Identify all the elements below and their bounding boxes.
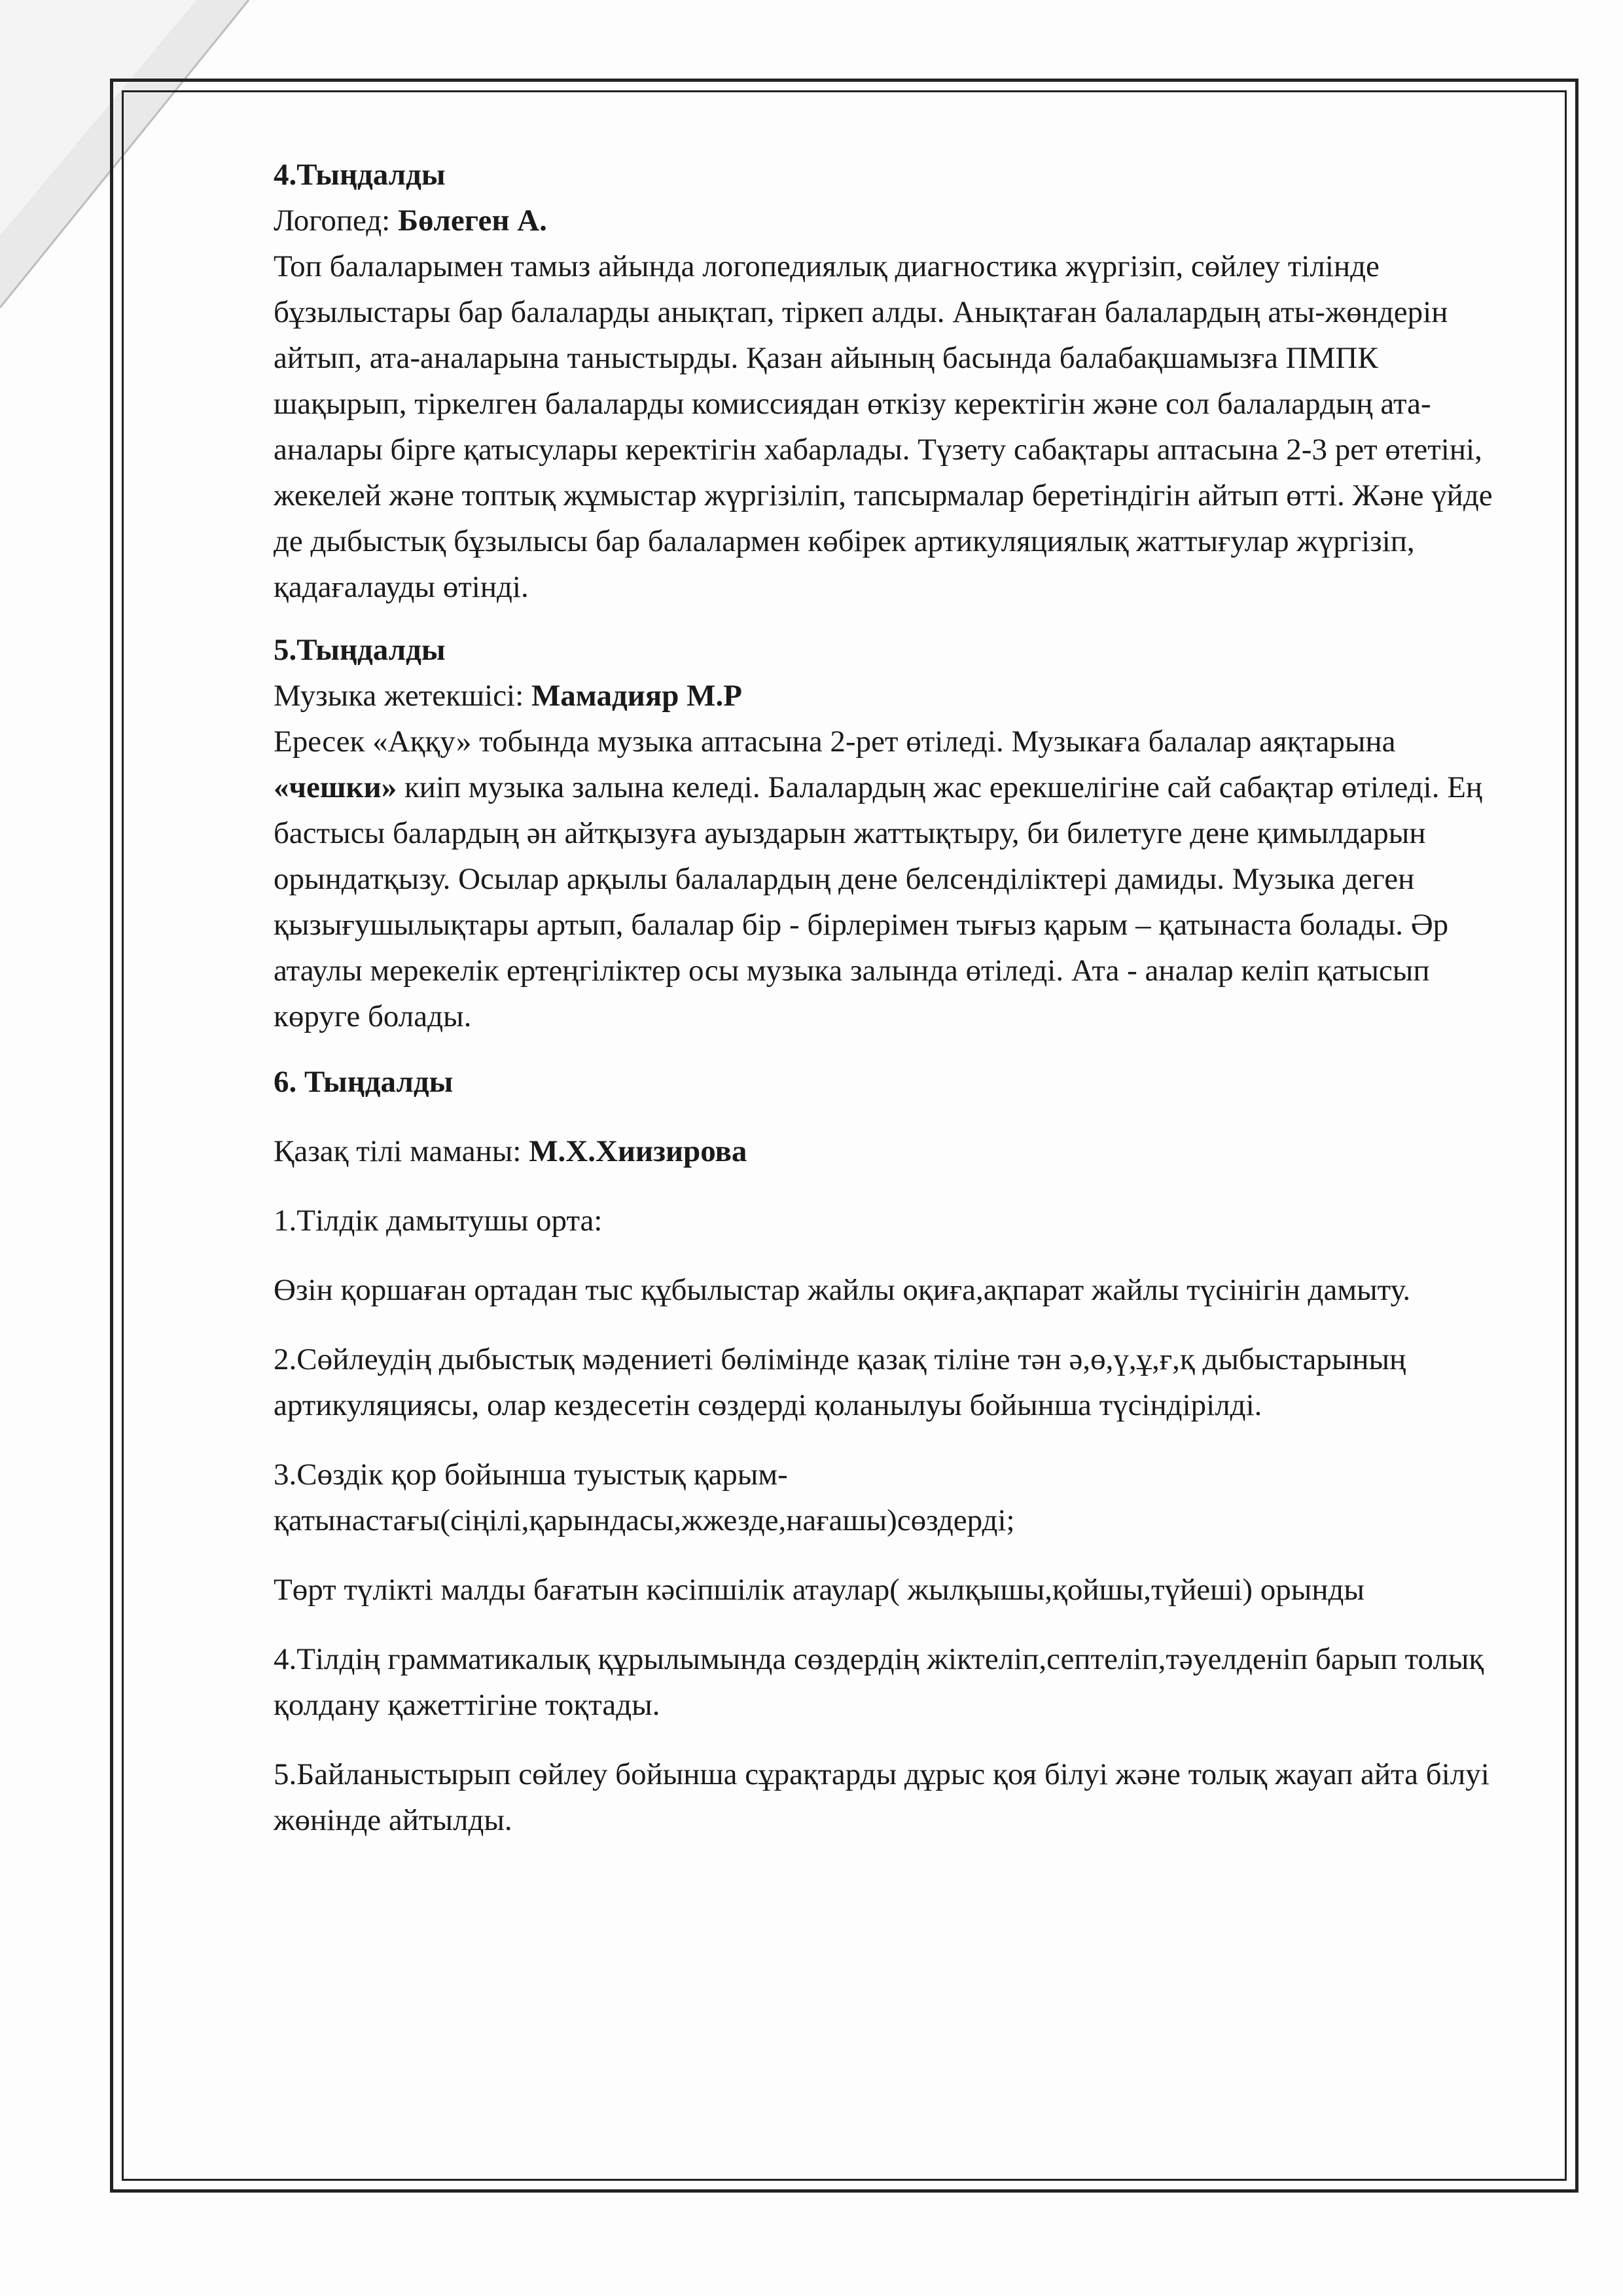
list-item: 2.Сөйлеудің дыбыстық мәдениеті бөлімінде қазақ тіліне тән ә,ө,ү,ұ,ғ,қ дыбыстарының артикуляциясы, олар кездесетін сөздерді қоланылуы бойынша түсіндірілді. [274, 1342, 1406, 1422]
list-item: Өзін қоршаған ортадан тыс құбылыстар жайлы оқиға,ақпарат жайлы түсінігін дамыту. [274, 1273, 1411, 1307]
list-item: 3.Сөздік қор бойынша туыстық қарым-қатынастағы(сіңілі,қарындасы,жжезде,нағашы)сөздерді; [274, 1458, 1015, 1537]
speaker-line [274, 673, 1517, 719]
section-heading: 5.Тыңдалды [274, 633, 446, 667]
paragraph-emphasis: «чешки» [274, 770, 397, 804]
section-4 [274, 152, 1517, 610]
list-item: Төрт түлікті малды бағатын кәсіпшілік атаулар( жылқышы,қойшы,түйеші) орынды [274, 1573, 1364, 1607]
list-item: 1.Тілдік дамытушы орта: [274, 1204, 603, 1238]
paragraph-text: киіп музыка залына келеді. Балалардың жас ерекшелігіне сай сабақтар өтіледі. Ең бастысы балардың ән айтқызуға ауыздарын жаттықтыру, би билетуге дене қимылдарын орындатқызу. Осылар арқылы балалардың дене белсенділіктері дамиды. Музыка деген қызығушылықтары артып, балалар бір - бірлерімен тығыз қарым – қатынаста болады. Әр атаулы мерекелік ертеңгіліктер осы музыка залында өтіледі. Ата - аналар келіп қатысып көруге болады. [274, 770, 1483, 1033]
section-paragraph: Топ балаларымен тамыз айында логопедиялық диагностика жүргізіп, сөйлеу тілінде бұзылыстары бар балаларды анықтап, тіркеп алды. Анықтаған балалардың аты-жөндерін айтып, ата-аналарына таныстырды. Қазан айының басында балабақшамызға ПМПК шақырып, тіркелген балаларды комиссиядан өткізу керектігін және сол балалардың ата-аналары бірге қатысулары керектігін хабарлады. Түзету сабақтары аптасына 2-3 рет өтетіні, жекелей және топтық жұмыстар жүргізіліп, тапсырмалар беретіндігін айтып өтті. Және үйде де дыбыстық бұзылысы бар балалармен көбірек артикуляциялық жаттығулар жүргізіп, қадағалауды өтінді. [274, 249, 1493, 604]
document-body [274, 152, 1517, 1867]
speaker-role: Логопед: [274, 204, 398, 238]
speaker-name: Мамадияр М.Р [531, 679, 742, 713]
section-5 [274, 627, 1517, 1039]
section-heading: 4.Тыңдалды [274, 158, 446, 192]
speaker-name: Бөлеген А. [397, 204, 547, 238]
speaker-role: Музыка жетекшісі: [274, 679, 531, 713]
speaker-name: М.Х.Хиизирова [529, 1134, 747, 1168]
section-paragraph [274, 719, 1517, 1039]
section-heading: 6. Тыңдалды [274, 1065, 454, 1099]
speaker-role: Қазақ тілі маманы: [274, 1134, 529, 1168]
speaker-line [274, 1128, 1517, 1174]
speaker-line [274, 198, 1517, 243]
section-6 [274, 1059, 1517, 1843]
list-item: 5.Байланыстырып сөйлеу бойынша сұрақтарды дұрыс қоя білуі және толық жауап айта білуі жөнінде айтылды. [274, 1757, 1489, 1837]
list-item: 4.Тілдің грамматикалық құрылымында сөздердің жіктеліп,септеліп,тәуелденіп барып толық қолдану қажеттігіне тоқтады. [274, 1642, 1484, 1722]
paragraph-text: Ересек «Аққу» тобында музыка аптасына 2-рет өтіледі. Музыкаға балалар аяқтарына [274, 725, 1396, 759]
